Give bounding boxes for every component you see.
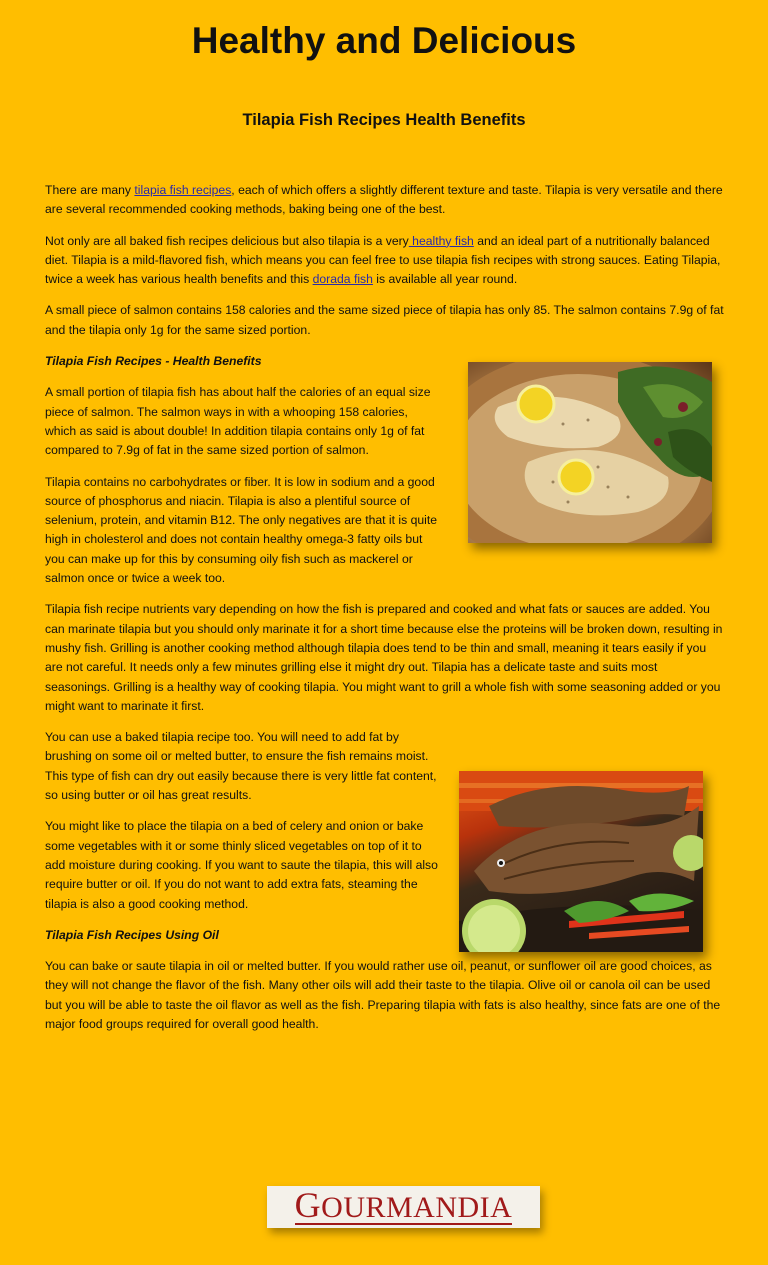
photo1-drawing	[468, 362, 712, 543]
text: Not only are all baked fish recipes delicious but also tilapia is a very	[45, 233, 409, 248]
link-healthy-fish[interactable]: healthy fish	[408, 233, 474, 248]
logo-rest: OURMANDIA	[321, 1190, 513, 1224]
paragraph-calories: A small piece of salmon contains 158 calories and the same sized piece of tilapia has only 85. The salmon contains 7.9g of fat and the tilapia only 1g for the same sized portion.	[45, 303, 724, 337]
grilled-tilapia-with-lemon-photo	[468, 362, 712, 543]
text: and an ideal part of a nutritionally balanced diet. Tilapia is a mild-flavored fish, which means you can feel free to use tilapia fish recipes with strong sauces. Eating Tilapia, twice a week has various health benefits and this	[45, 233, 721, 287]
paragraph-nutrients: Tilapia contains no carbohydrates or fiber. It is low in sodium and a good source of phosphorus and niacin. Tilapia is also a plentiful source of selenium, protein, and vitamin B12. The only negatives are that it is quite high in cholesterol and does not contain healthy omega-3 fatty oils but you can make up for this by consuming oily fish such as mackerel or salmon once or twice a week too.	[45, 474, 438, 586]
text: , each of which offers a slightly different texture and taste. Tilapia is very versatile and there are several recommended cooking methods, baking being one of the best.	[45, 183, 723, 217]
whole-grilled-tilapia-photo	[459, 771, 703, 952]
text: is available all year round.	[372, 272, 518, 287]
section-heading-using-oil: Tilapia Fish Recipes Using Oil	[45, 927, 219, 942]
paragraph-intro	[45, 181, 725, 220]
paragraph-cooking: Tilapia fish recipe nutrients vary depending on how the fish is prepared and cooked and what fats or sauces are added. You can marinate tilapia but you should only marinate it for a short time because else the proteins will be broken down, resulting in mushy fish. Grilling is another cooking method although tilapia does tend to be thin and small, meaning it tears easily if you are not careful. It needs only a few minutes grilling else it might dry out. Tilapia has a delicate taste and suits most seasonings. Grilling is a healthy way of cooking tilapia. You might want to grill a whole fish with some seasoning added or you might want to marinate it first.	[45, 602, 723, 713]
paragraph-baked: You can use a baked tilapia recipe too. You will need to add fat by brushing on some oil or melted butter, to ensure the fish remains moist. This type of fish can dry out easily because there is very little fat content, so using butter or oil has great results.	[45, 730, 437, 803]
link-dorada-fish[interactable]: dorada fish	[312, 272, 373, 287]
page-title: Healthy and Delicious	[191, 20, 577, 61]
gourmandia-logo[interactable]	[267, 1186, 540, 1228]
logo-initial: G	[294, 1184, 322, 1225]
paragraph-vegetables: You might like to place the tilapia on a bed of celery and onion or bake some vegetables with it or some thinly sliced vegetables on top of it to add moisture during cooking. If you want to saute the tilapia, this will also require butter or oil. If you do not want to add extra fats, steaming the tilapia is also a good cooking method.	[45, 819, 438, 911]
text: There are many	[45, 183, 135, 197]
paragraph-oil: You can bake or saute tilapia in oil or melted butter. If you would rather use oil, peanut, or sunflower oil are good choices, as they will not change the flavor of the fish. Many other oils will add their taste to the tilapia. Olive oil or canola oil can be used but you will be able to taste the oil flavor as well as the fish. Preparing tilapia with fats is also healthy, since fats are one of the major food groups required for overall good health.	[45, 959, 721, 1031]
logo-text	[294, 1184, 513, 1225]
paragraph-portion: A small portion of tilapia fish has about half the calories of an equal size piece of salmon. The salmon ways in with a whooping 158 calories, which as said is about double! In addition tilapia contains only 1g of fat compared to 7.9g of fat in the same sized portion of salmon.	[45, 385, 431, 458]
link-tilapia-fish-recipes[interactable]: tilapia fish recipes	[134, 183, 232, 197]
photo2-drawing	[459, 771, 703, 952]
page-subtitle: Tilapia Fish Recipes Health Benefits	[242, 111, 526, 129]
paragraph-healthy	[45, 232, 725, 290]
section-heading-health-benefits: Tilapia Fish Recipes - Health Benefits	[45, 354, 262, 369]
